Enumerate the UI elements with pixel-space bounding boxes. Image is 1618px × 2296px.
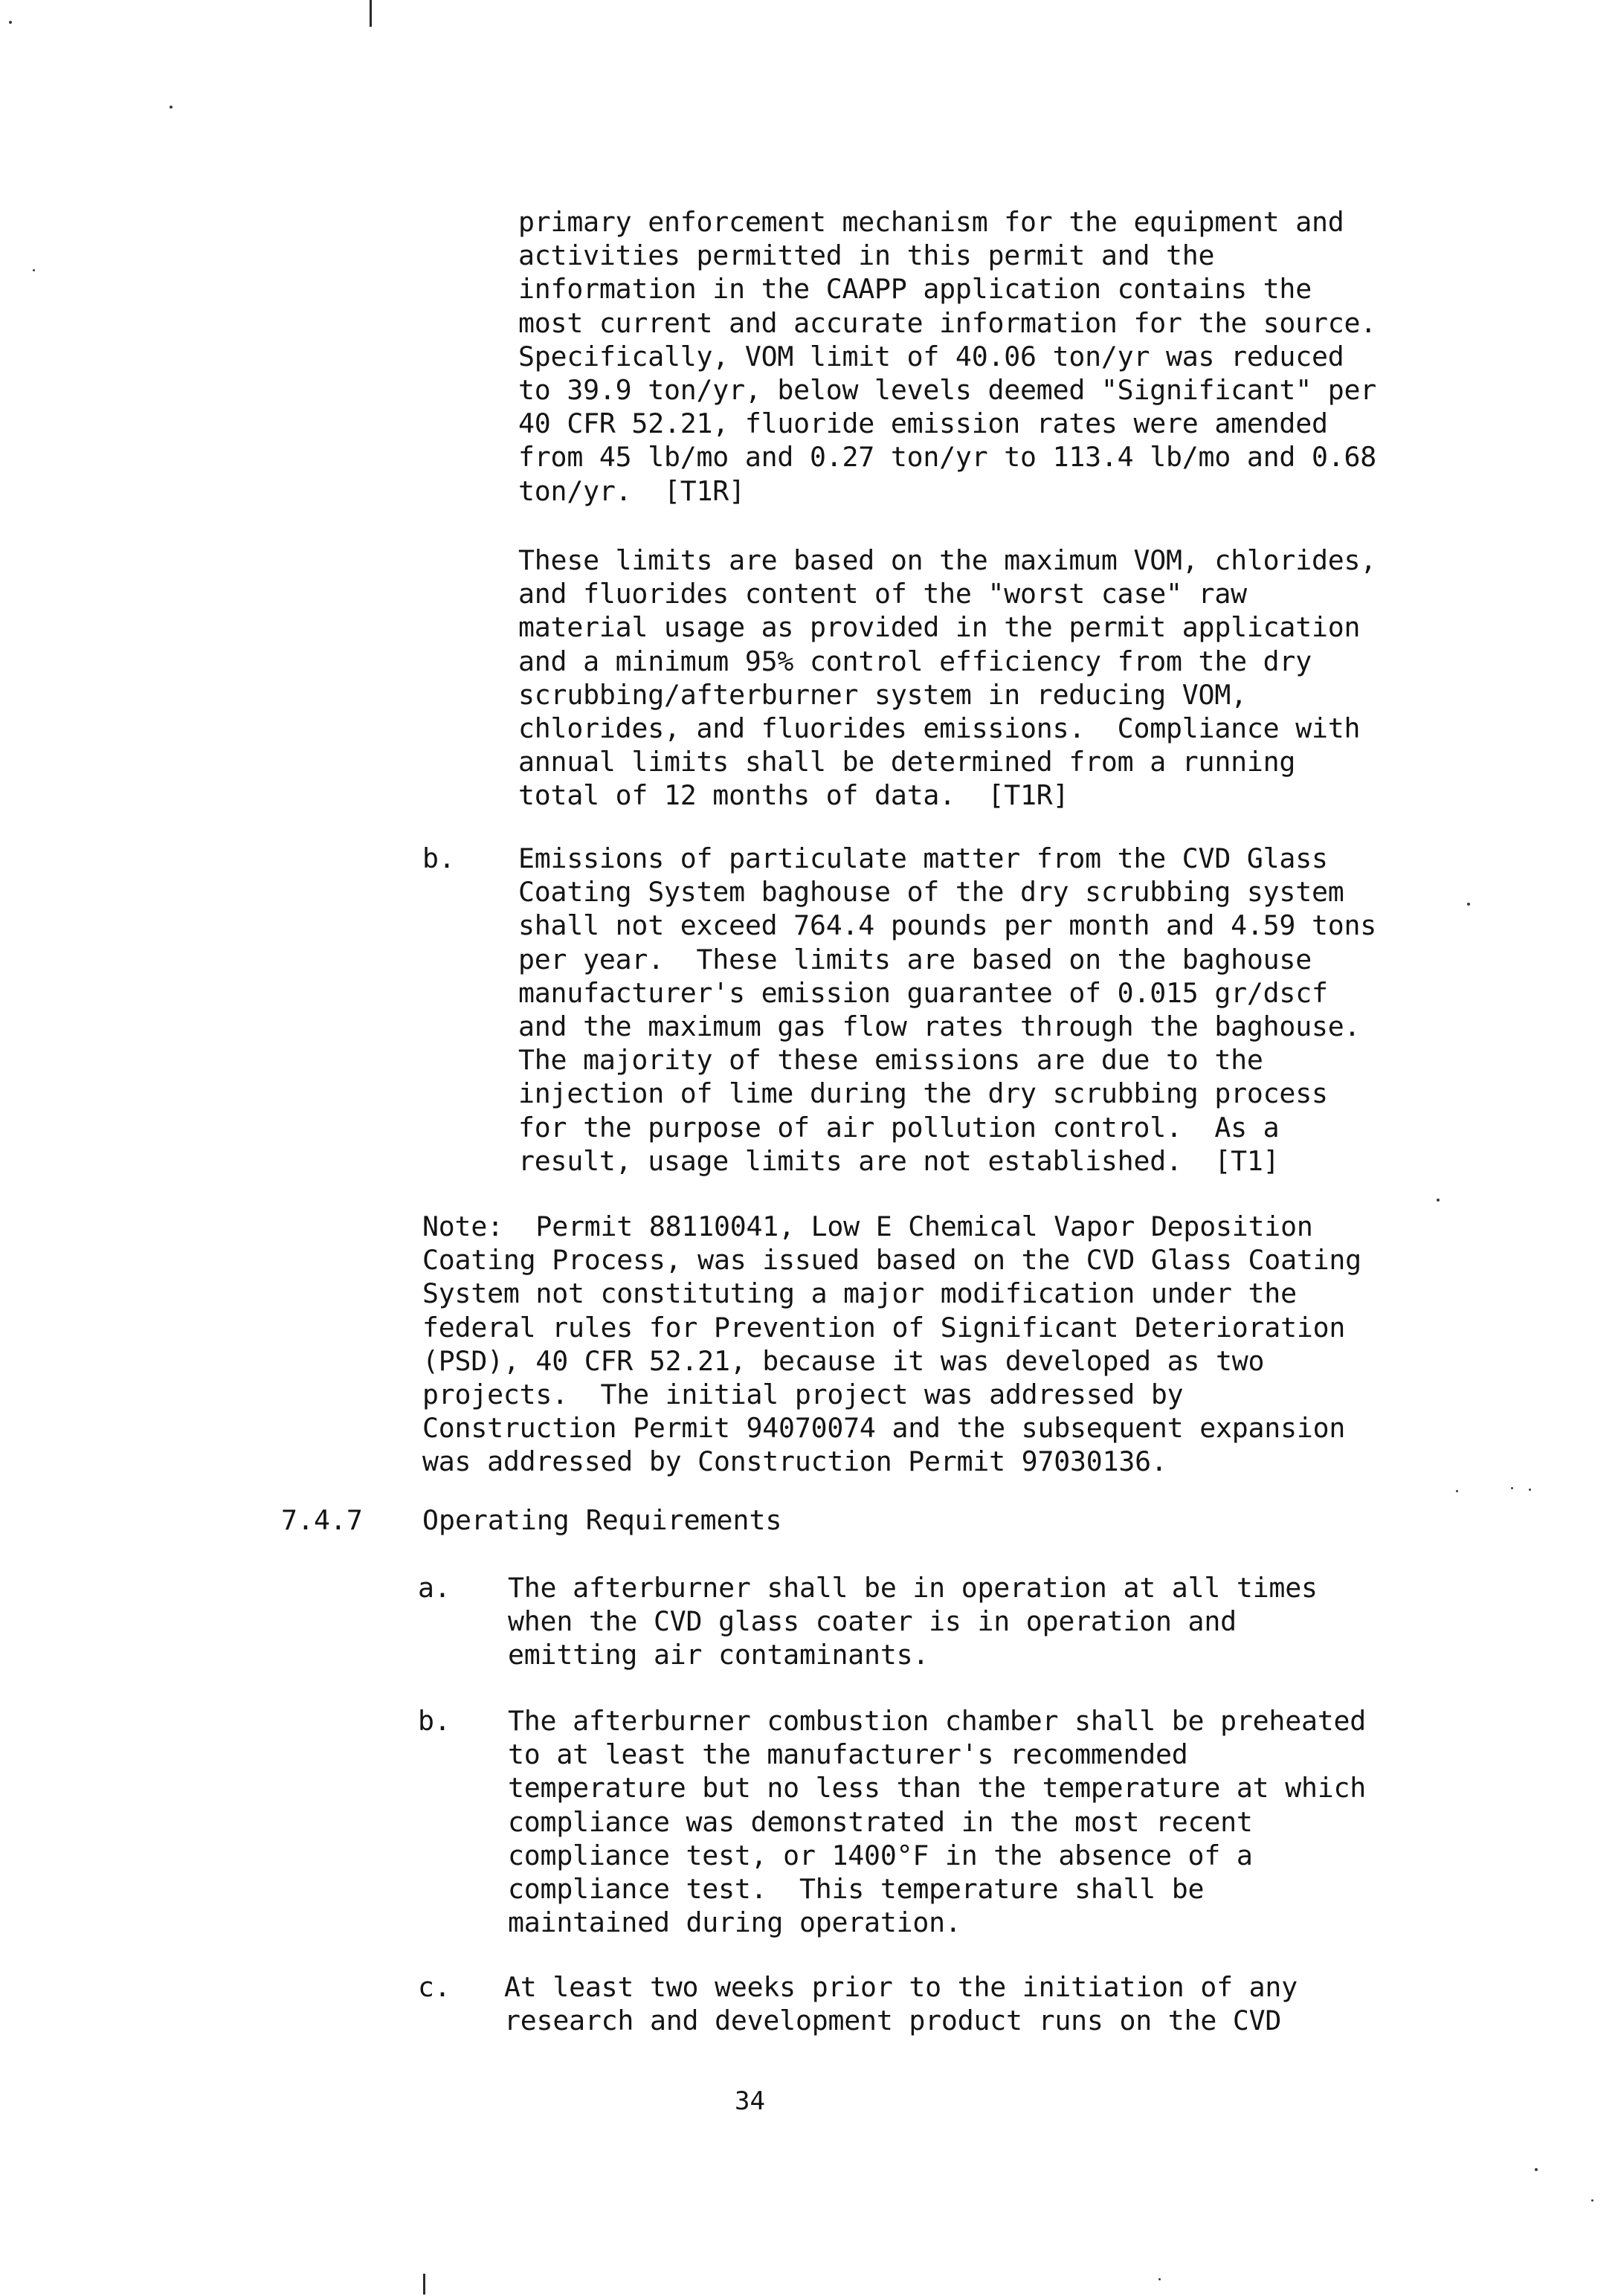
op-c-marker: c. [418,1971,451,2003]
op-a-text: The afterburner shall be in operation at all times when the CVD glass coater is in operation and emitting air contaminants. [508,1572,1318,1671]
op-c-text: At least two weeks prior to the initiation of any research and development product runs on the CVD [504,1971,1298,2037]
op-b-text: The afterburner combustion chamber shall be preheated to at least the manufacturer's recommended temperature but no less than the temperature at which compliance was demonstrated in the most recent compliance test, or 1400°F in the absence of a compliance test. This temperature shall be maintained during operation. [508,1705,1367,1939]
scan-speck [1437,1199,1440,1202]
op-a-marker: a. [418,1572,451,1604]
scan-speck [1529,1489,1531,1491]
scan-speck [1158,2278,1161,2280]
scan-speck [1511,1487,1513,1489]
section-title: Operating Requirements [422,1504,782,1536]
page-number: 34 [735,2086,765,2116]
scan-speck [1467,903,1470,906]
note-paragraph: Note: Permit 88110041, Low E Chemical Vapor Deposition Coating Process, was issued based on the CVD Glass Coating System not constituting a major modification under the federal rules for Prevention of Significant Deterioration (PSD), 40 CFR 52.21, because it was developed as two projects. The initial project was addressed by Construction Permit 94070074 and the subsequent expansion was addressed by Construction Permit 97030136. [422,1210,1361,1478]
limits-paragraph: These limits are based on the maximum VOM, chlorides, and fluorides content of the "worst case" raw material usage as provided in the permit application and a minimum 95% control efficiency from the dry scrubbing/afterburner system in reducing VOM, chlorides, and fluorides emissions. Compliance with annual limits shall be determined from a running total of 12 months of data. [T1R] [518,544,1377,812]
op-b-marker: b. [418,1705,451,1737]
section-number: 7.4.7 [281,1504,363,1536]
item-b-text: Emissions of particulate matter from the CVD Glass Coating System baghouse of the dry scrubbing system shall not exceed 764.4 pounds per month and 4.59 tons per year. These limits are based on the baghouse manufacturer's emission guarantee of 0.015 gr/dscf and the maximum gas flow rates through the baghouse. The majority of these emissions are due to the injection of lime during the dry scrubbing process for the purpose of air pollution control. As a result, usage limits are not established. [T1] [518,842,1377,1177]
item-b-marker: b. [422,842,455,874]
scan-mark-bottom [423,2274,425,2295]
scan-speck [170,106,173,109]
scan-speck [9,21,12,24]
scan-mark-top [370,0,372,27]
continuation-paragraph: primary enforcement mechanism for the equipment and activities permitted in this permit and the information in the CAAPP application contains the most current and accurate information for the source. Specifically, VOM limit of 40.06 ton/yr was reduced to 39.9 ton/yr, below levels deemed "Significant" per 40 CFR 52.21, fluoride emission rates were amended from 45 lb/mo and 0.27 ton/yr to 113.4 lb/mo and 0.68 ton/yr. [T1R] [518,206,1377,507]
scan-speck [1591,2199,1593,2202]
scan-speck [1456,1490,1458,1492]
scan-speck [1535,2168,1538,2171]
scan-speck [33,269,35,271]
